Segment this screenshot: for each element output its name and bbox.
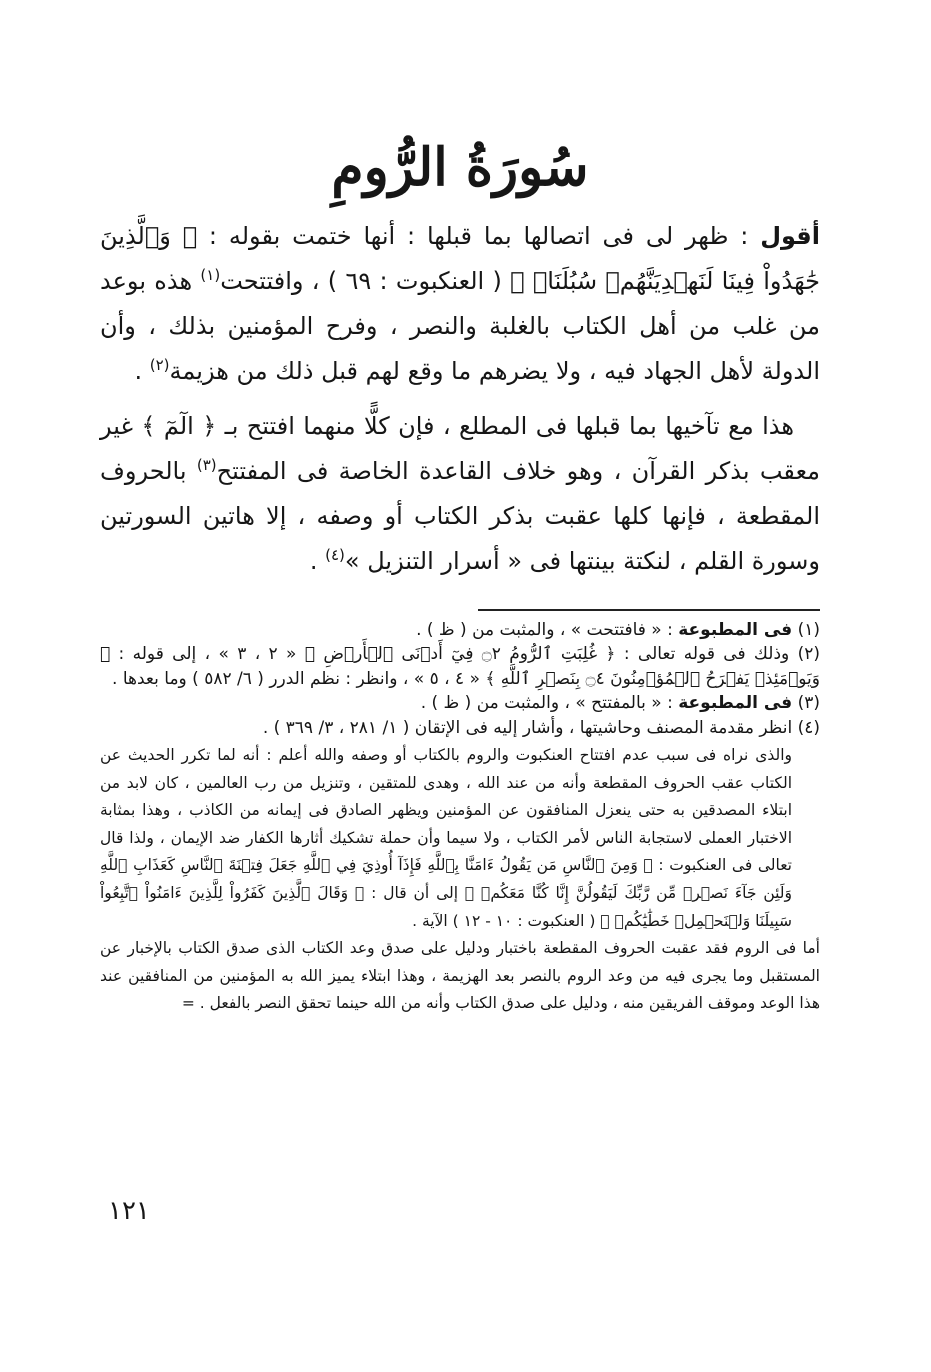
paragraph-1	[100, 214, 820, 394]
footnote-3-text: : « بالمفتتح » ، والمثبت من ( ظ ) .	[420, 693, 679, 714]
footnote-4	[100, 716, 820, 740]
footnote-1-text: : « فافتتحت » ، والمثبت من ( ظ ) .	[416, 620, 679, 640]
footnote-2	[100, 642, 820, 691]
footnote-4-continuation-1: والذى نراه فى سبب عدم افتتاح العنكبوت والروم بالكتاب أو وصفه والله أعلم : أنه لما تكرر الحديث عن الكتاب عقب الحروف المقطعة وأنه من عند الله ، وهدى للمتقين ، وتنزيل من رب العالمين ، كان لابد من ابتلاء المصدقين به حتى ينعزل المنافقون عن المؤمنين ويظهر الصادق فى إيمانه من الكاذب ، وهذا بمثابة الاختبار العملى لاستجابة الناس لأمر الكتاب ، ولا سيما وأن حملة تشكيك أثارها الكفار ضد الإيمان ، ولذا قال تعالى فى العنكبوت : ﴿ وَمِنَ ٱلنَّاسِ مَن يَقُولُ ءَامَنَّا بِٱللَّهِ فَإِذَآ أُوذِيَ فِي ٱللَّهِ جَعَلَ فِتۡنَةَ ٱلنَّاسِ كَعَذَابِ ٱللَّهِ وَلَئِن جَآءَ نَصۡرٞ مِّن رَّبِّكَ لَيَقُولُنَّ إِنَّا كُنَّا مَعَكُمۡ ﴾ إلى أن قال : ﴿ وَقَالَ ٱلَّذِينَ كَفَرُواْ لِلَّذِينَ ءَامَنُواْ ٱتَّبِعُواْ سَبِيلَنَا وَلۡنَحۡمِلۡ خَطَٰيَٰكُمۡ ﴾ ( العنكبوت : ١٠ - ١٢ ) الآية .	[100, 746, 792, 930]
paragraph-2-text-b: بالحروف المقطعة ، فإنها كلها عقبت بذكر الكتاب أو وصفه ، إلا هاتين السورتين وسورة القلم ، لنكتة بينتها فى « أسرار التنزيل »	[100, 457, 820, 575]
footnote-2-text: وذلك فى قوله تعالى : ﴿ غُلِبَتِ ٱلرُّومُ ۝٢ فِيٓ أَدۡنَى ٱلۡأَرۡضِ ﴾ « ٢ ، ٣ » ، إلى قوله : ﴿ وَيَوۡمَئِذٖ يَفۡرَحُ ٱلۡمُؤۡمِنُونَ ۝٤ بِنَصۡرِ ٱللَّهِ ﴾ « ٤ ، ٥ » ، وانظر : نظم الدرر ( ٦/ ٥٨٢ ) وما بعدها .	[100, 644, 820, 689]
paragraph-2-text-a: هذا مع تآخيها بما قبلها فى المطلع ، فإن كلًّا منهما افتتح بـ ﴿ الٓمٓ ﴾ غير معقب بذكر القرآن ، وهو خلاف القاعدة الخاصة فى المفتتح	[100, 412, 821, 485]
footnote-ref-1[interactable]: (١)	[200, 266, 221, 284]
footnote-1	[100, 618, 820, 642]
footnote-1-bold: فى المطبوعة	[678, 620, 793, 640]
main-text	[100, 214, 820, 594]
footnote-4-number: (٤)	[797, 717, 820, 738]
footnote-4-continuation-2: أما فى الروم فقد عقبت الحروف المقطعة باختبار ودليل على صدق وعد الكتاب الذى صدق الكتاب بالإخبار عن المستقبل وما يجرى فيه من وعد الروم بالنصر بعد الهزيمة ، وهذا ابتلاء يميز الله به المؤمنين من المنافقين عند هذا الوعد وموقف الفريقين منه ، ودليل على صدق الكتاب وأنه من الله حينما تحقق النصر بالفعل . =	[100, 939, 820, 1013]
footnote-ref-4[interactable]: (٤)	[325, 546, 345, 564]
book-page	[100, 0, 820, 1372]
footnote-4-text: انظر مقدمة المصنف وحاشيتها ، وأشار إليه فى الإتقان ( ١/ ٢٨١ ، ٣/ ٣٦٩ ) .	[262, 717, 793, 738]
paragraph-1-text-a: : ظهر لى فى اتصالها بما قبلها : أنها ختمت بقوله : ﴿ وَٱلَّذِينَ جَٰهَدُواْ فِينَا لَنَهۡدِيَنَّهُمۡ سُبُلَنَاۚ ﴾ ( العنكبوت : ٦٩ ) ، وافتتحت	[100, 222, 820, 295]
footnote-3	[100, 691, 820, 715]
footnote-1-number: (١)	[797, 620, 820, 640]
paragraph-1-text-c: .	[134, 357, 150, 385]
footnote-ref-3[interactable]: (٣)	[196, 456, 217, 474]
lead-word: أقول	[760, 222, 820, 250]
paragraph-2-text-c: .	[309, 547, 326, 575]
page-number: ١٢١	[108, 1196, 150, 1226]
footnote-separator	[478, 609, 820, 611]
footnote-3-number: (٣)	[797, 693, 820, 714]
footnote-3-bold: فى المطبوعة	[678, 693, 793, 714]
paragraph-1-text-b: هذه بوعد من غلب من أهل الكتاب بالغلبة والنصر ، وفرح المؤمنين بذلك ، وأن الدولة لأهل الجهاد فيه ، ولا يضرهم ما وقع لهم قبل ذلك من هزيمة	[100, 267, 820, 385]
paragraph-2	[100, 404, 820, 584]
footnote-ref-2[interactable]: (٢)	[149, 356, 170, 374]
footnotes	[100, 618, 820, 1018]
footnote-2-number: (٢)	[797, 644, 821, 665]
surah-title: سُورَةُ الرُّومِ	[331, 137, 589, 198]
